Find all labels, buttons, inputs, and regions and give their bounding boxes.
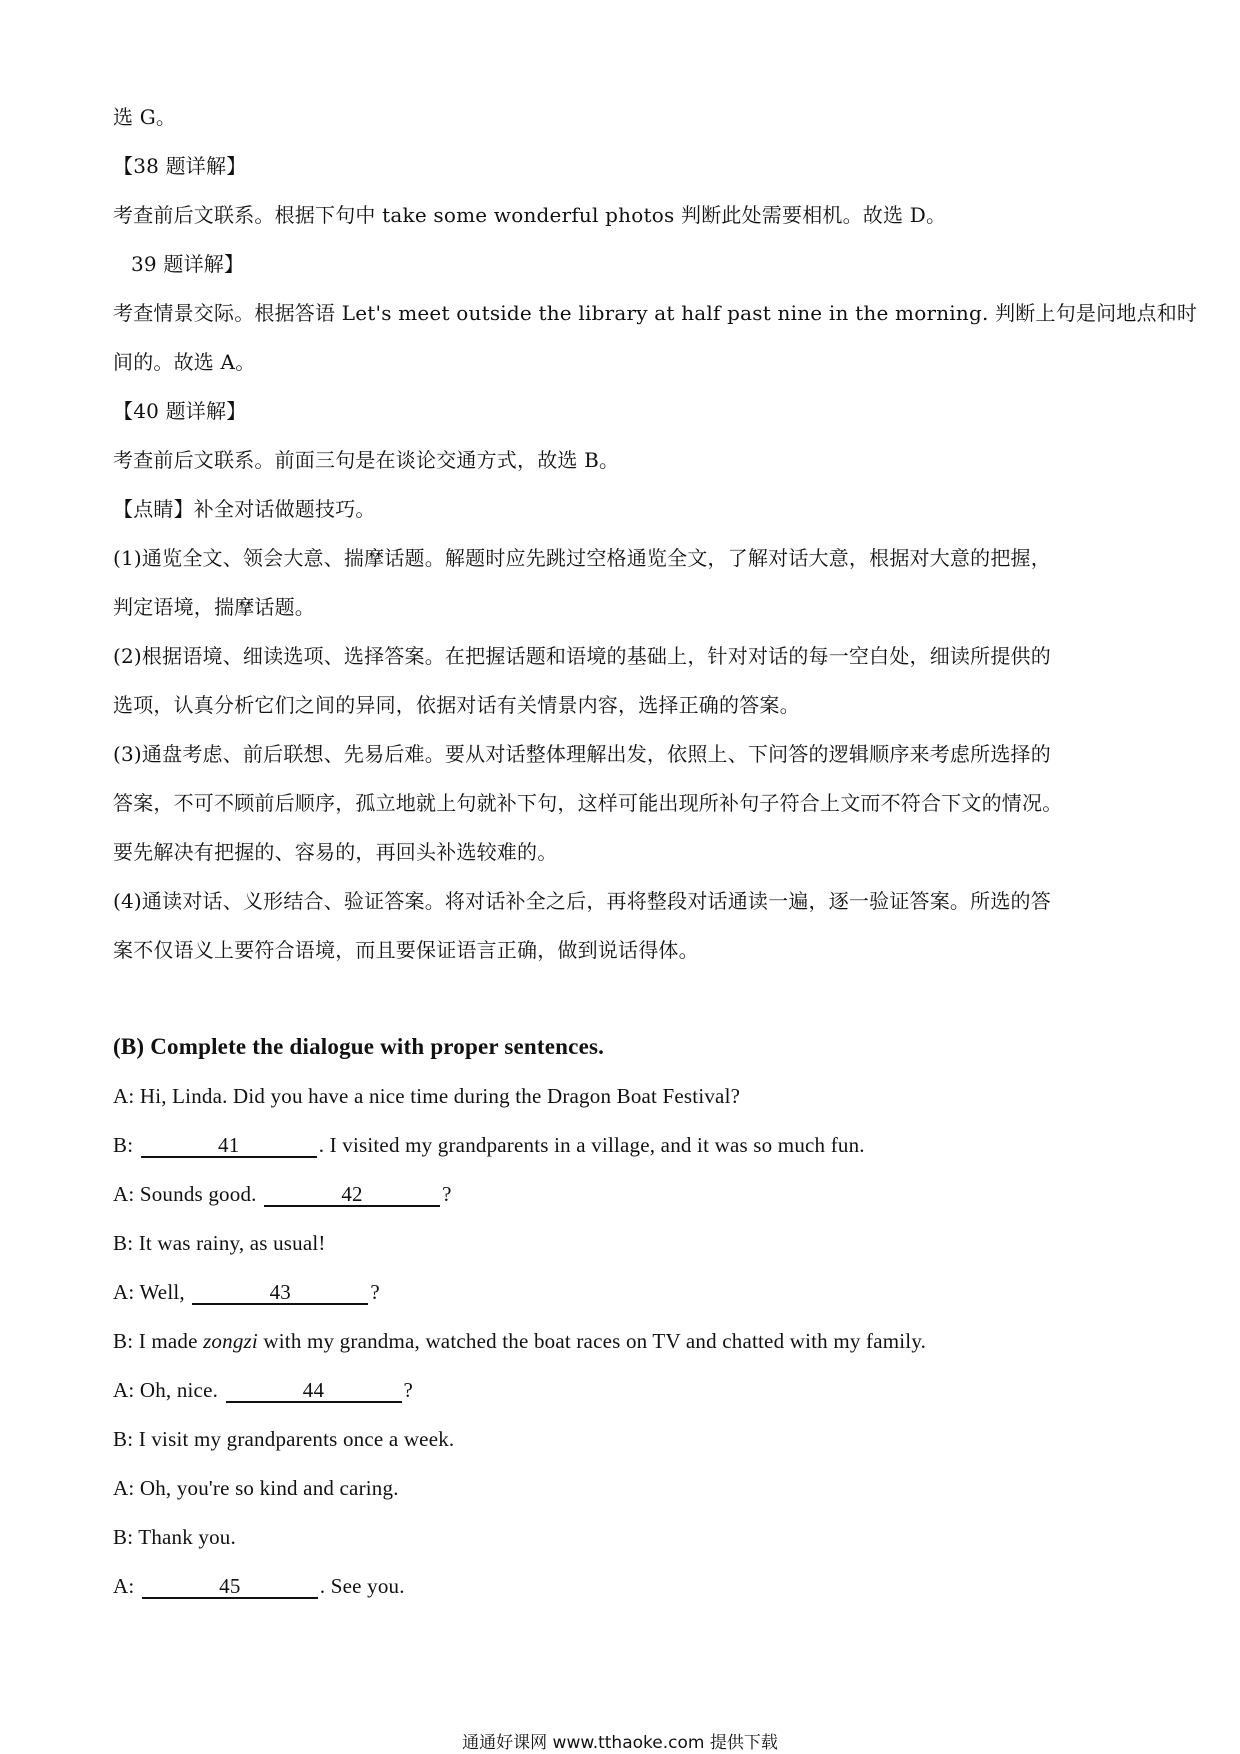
dialogue-text: B: I made (113, 1329, 204, 1353)
analysis-line-15: 答案，不可不顾前后顺序，孤立地就上句就补下句，这样可能出现所补句子符合上文而不符合下文的情况。 (113, 791, 1063, 815)
dialogue-line-7 (113, 1375, 413, 1405)
analysis-line-10: (1)通览全文、领会大意、揣摩话题。解题时应先跳过空格通览全文，了解对话大意，根据对大意的把握， (113, 546, 1051, 570)
dialogue-line-2 (113, 1130, 865, 1160)
analysis-line-6: 间的。故选 A。 (113, 350, 256, 374)
analysis-line-9: 【点睛】补全对话做题技巧。 (113, 497, 376, 521)
section-b-heading: (B) Complete the dialogue with proper sentences. (113, 1034, 605, 1059)
dialogue-line-11 (113, 1571, 405, 1601)
dialogue-text: A: Well, (113, 1280, 191, 1304)
answer-blank-41: 41 (141, 1134, 317, 1158)
answer-blank-45: 45 (142, 1575, 318, 1599)
dialogue-text: ? (403, 1378, 414, 1402)
analysis-line-11: 判定语境，揣摩话题。 (113, 595, 315, 619)
analysis-line-12: (2)根据语境、细读选项、选择答案。在把握话题和语境的基础上，针对对话的每一空白处，细读所提供的 (113, 644, 1051, 668)
analysis-line-14: (3)通盘考虑、前后联想、先易后难。要从对话整体理解出发，依照上、下问答的逻辑顺序来考虑所选择的 (113, 742, 1051, 766)
analysis-line-7: 【40 题详解】 (113, 399, 247, 423)
dialogue-line-10: B: Thank you. (113, 1525, 236, 1549)
dialogue-italic-word: zongzi (203, 1329, 258, 1353)
dialogue-text: A: Sounds good. (113, 1182, 263, 1206)
dialogue-text: ? (370, 1280, 380, 1304)
answer-blank-44: 44 (226, 1379, 402, 1403)
analysis-line-2: 【38 题详解】 (113, 154, 247, 178)
dialogue-text: . I visited my grandparents in a village, and it was so much fun. (318, 1133, 865, 1157)
dialogue-line-6 (113, 1326, 926, 1356)
answer-blank-43: 43 (192, 1281, 368, 1305)
dialogue-line-3 (113, 1179, 452, 1209)
analysis-line-8: 考查前后文联系。前面三句是在谈论交通方式，故选 B。 (113, 448, 620, 472)
analysis-line-17: (4)通读对话、义形结合、验证答案。将对话补全之后，再将整段对话通读一遍，逐一验证答案。所选的答 (113, 889, 1051, 913)
dialogue-speaker: B: (113, 1133, 139, 1157)
dialogue-line-5 (113, 1277, 380, 1307)
dialogue-text: ? (442, 1182, 452, 1206)
dialogue-text: . See you. (319, 1574, 405, 1598)
dialogue-speaker: A: (113, 1574, 140, 1598)
analysis-line-13: 选项，认真分析它们之间的异同，依据对话有关情景内容，选择正确的答案。 (113, 693, 800, 717)
analysis-line-4: 39 题详解】 (131, 252, 245, 276)
answer-blank-42: 42 (264, 1183, 440, 1207)
analysis-line-16: 要先解决有把握的、容易的，再回头补选较难的。 (113, 840, 558, 864)
analysis-line-18: 案不仅语义上要符合语境，而且要保证语言正确，做到说话得体。 (113, 938, 699, 962)
dialogue-line-4: B: It was rainy, as usual! (113, 1231, 326, 1255)
analysis-line-5: 考查情景交际。根据答语 Let's meet outside the library at half past nine in the morning. 判断上句是问地点和时 (113, 301, 1198, 325)
analysis-line-1: 选 G。 (113, 105, 177, 129)
dialogue-text: A: Oh, nice. (113, 1378, 224, 1402)
page-footer: 通通好课网 www.tthaoke.com 提供下载 (462, 1733, 778, 1753)
dialogue-line-9: A: Oh, you're so kind and caring. (113, 1476, 399, 1500)
analysis-line-3: 考查前后文联系。根据下句中 take some wonderful photos 判断此处需要相机。故选 D。 (113, 203, 947, 227)
dialogue-line-1: A: Hi, Linda. Did you have a nice time during the Dragon Boat Festival? (113, 1084, 741, 1108)
dialogue-line-8: B: I visit my grandparents once a week. (113, 1427, 455, 1451)
dialogue-text: with my grandma, watched the boat races on TV and chatted with my family. (257, 1329, 927, 1353)
